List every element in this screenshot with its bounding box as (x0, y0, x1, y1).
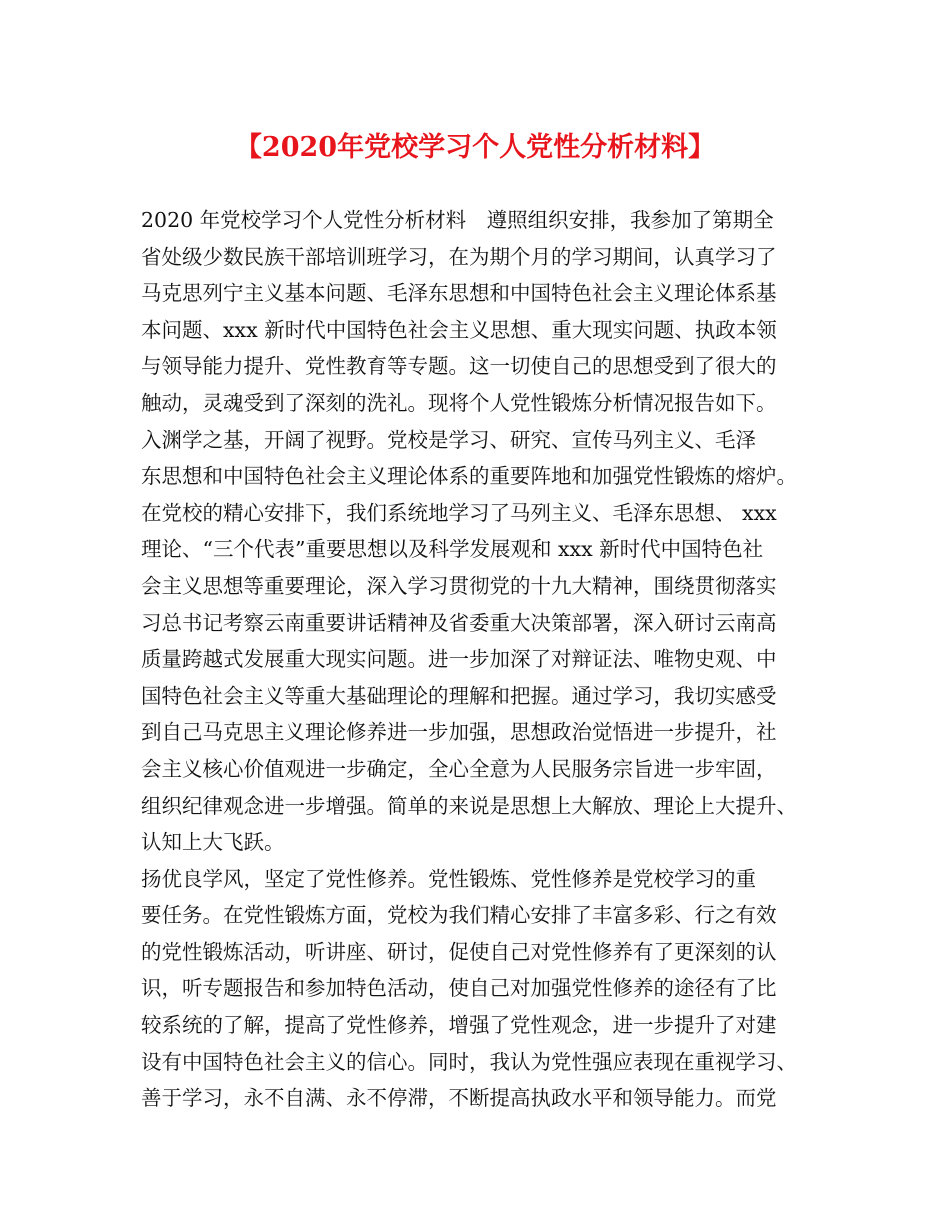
body-line: 本问题、xxx 新时代中国特色社会主义思想、重大现实问题、执政本领 (141, 317, 777, 342)
body-line: 省处级少数民族干部培训班学习，在为期个月的学习期间，认真学习了 (141, 244, 777, 269)
body-line: 东思想和中国特色社会主义理论体系的重要阵地和加强党性锻炼的熔炉。 (141, 464, 797, 489)
body-line: 与领导能力提升、党性教育等专题。这一切使自己的思想受到了很大的 (141, 354, 777, 379)
body-line: 国特色社会主义等重大基础理论的理解和把握。通过学习，我切实感受 (141, 683, 777, 708)
body-line: 认知上大飞跃。 (141, 830, 285, 855)
body-line: 识，听专题报告和参加特色活动，使自己对加强党性修养的途径有了比 (141, 976, 777, 1001)
body-line: 入渊学之基，开阔了视野。党校是学习、研究、宣传马列主义、毛泽 (141, 427, 756, 452)
body-line: 质量跨越式发展重大现实问题。进一步加深了对辩证法、唯物史观、中 (141, 647, 777, 672)
body-line: 善于学习，永不自满、永不停滞，不断提高执政水平和领导能力。而党 (141, 1086, 777, 1111)
body-line: 组织纪律观念进一步增强。简单的来说是思想上大解放、理论上大提升、 (141, 793, 797, 818)
body-line: 会主义核心价值观进一步确定，全心全意为人民服务宗旨进一步牢固， (141, 756, 777, 781)
body-line: 习总书记考察云南重要讲话精神及省委重大决策部署，深入研讨云南高 (141, 610, 777, 635)
body-line: 理论、“三个代表”重要思想以及科学发展观和 xxx 新时代中国特色社 (141, 537, 764, 562)
body-line: 会主义思想等重要理论，深入学习贯彻党的十九大精神，围绕贯彻落实 (141, 573, 777, 598)
body-line: 马克思列宁主义基本问题、毛泽东思想和中国特色社会主义理论体系基 (141, 281, 777, 306)
document-body (141, 202, 831, 1117)
body-line: 2020 年党校学习个人党性分析材料 遵照组织安排，我参加了第期全 (141, 208, 774, 232)
body-line: 较系统的了解，提高了党性修养，增强了党性观念，进一步提升了对建 (141, 1013, 777, 1038)
body-line: 扬优良学风，坚定了党性修养。党性锻炼、党性修养是党校学习的重 (141, 866, 756, 891)
body-line: 触动，灵魂受到了深刻的洗礼。现将个人党性锻炼分析情况报告如下。 (141, 390, 777, 415)
body-line: 设有中国特色社会主义的信心。同时，我认为党性强应表现在重视学习、 (141, 1049, 797, 1074)
body-line: 要任务。在党性锻炼方面，党校为我们精心安排了丰富多彩、行之有效 (141, 903, 777, 928)
body-line: 的党性锻炼活动，听讲座、研讨，促使自己对党性修养有了更深刻的认 (141, 939, 777, 964)
body-line: 到自己马克思主义理论修养进一步加强，思想政治觉悟进一步提升，社 (141, 720, 777, 745)
document-title: 【2020年党校学习个人党性分析材料】 (234, 132, 716, 163)
body-line: 在党校的精心安排下，我们系统地学习了马列主义、毛泽东思想、 xxx (141, 500, 777, 525)
